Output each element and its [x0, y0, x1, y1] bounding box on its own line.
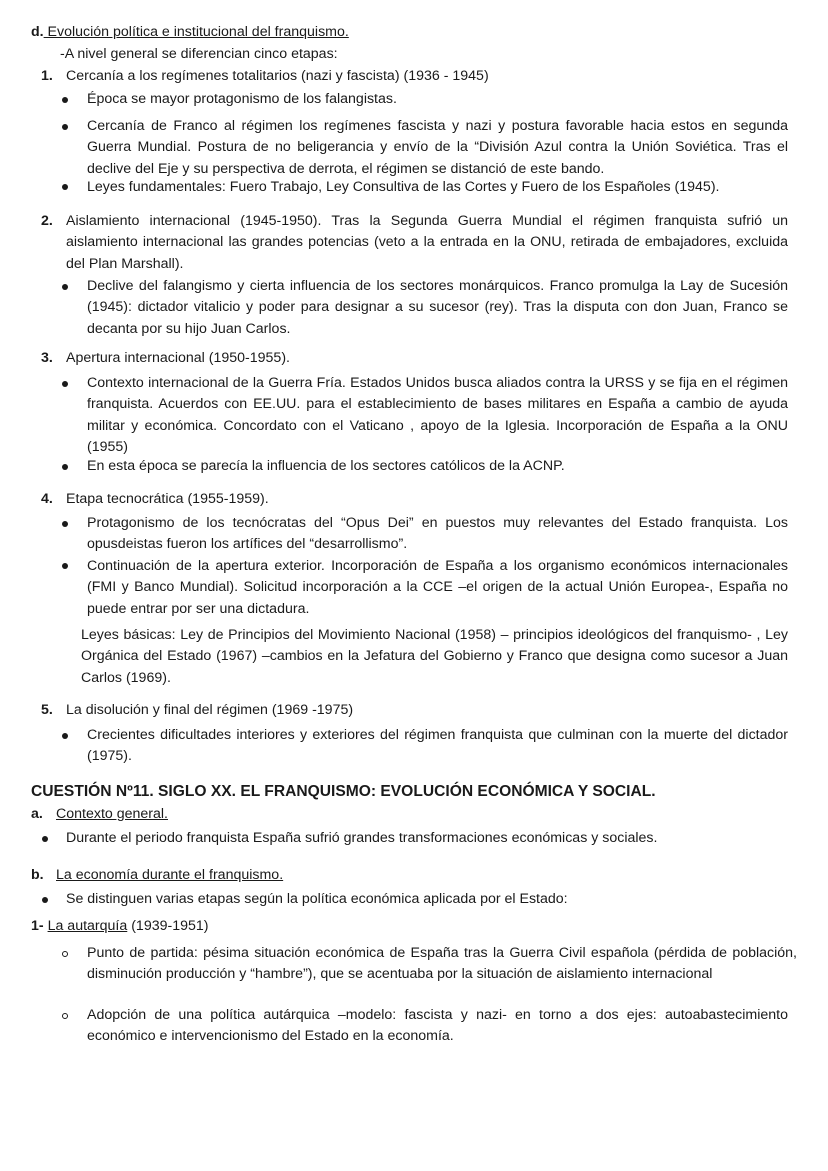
sub1-heading: [31, 916, 209, 937]
section-b-bullet: Se distinguen varias etapas según la política económica aplicada por el Estado:: [66, 891, 568, 907]
cuestion-title: CUESTIÓN Nº11. SIGLO XX. EL FRANQUISMO: EVOLUCIÓN ECONÓMICA Y SOCIAL.: [31, 783, 656, 800]
sub1-title: La autarquía: [47, 918, 128, 934]
sub1-item-1: Punto de partida: pésima situación económica de España tras la Guerra Civil española (pérdida de población, disminución producción y “hambre”), que se acentuaba por la situación de aislamiento internacional: [87, 945, 797, 983]
stage-2-number: 2.: [41, 213, 53, 229]
stage-2-bullet-1: Declive del falangismo y cierta influencia de los sectores monárquicos. Franco promulga la Lay de Sucesión (1945): dictador vitalicio y poder para designar a su sucesor (rey). Tras la disputa con don Juan, Franco se decanta por su hijo Juan Carlos.: [87, 278, 788, 337]
bullet-icon: [62, 184, 68, 190]
bullet-icon: [62, 733, 68, 739]
bullet-icon: [62, 464, 68, 470]
stage-3-number: 3.: [41, 350, 53, 366]
section-a-title: Contexto general.: [56, 806, 168, 822]
stage-5-bullet-1: Crecientes dificultades interiores y exteriores del régimen franquista que culminan con la muerte del dictador (1975).: [87, 727, 788, 765]
bullet-icon: [42, 897, 48, 903]
stage-4-bullet-1: Protagonismo de los tecnócratas del “Opus Dei” en puestos muy relevantes del Estado franquista. Los opusdeistas fueron los artífices del “desarrollismo”.: [87, 515, 788, 553]
stage-1-number: 1.: [41, 68, 53, 84]
bullet-icon: [62, 563, 68, 569]
stage-1-bullet-2: Cercanía de Franco al régimen los regímenes fascista y nazi y postura favorable hacia estos en segunda Guerra Mundial. Postura de no beligerancia y envío de la “División Azul contra la Unión Soviética. Tras el declive del Eje y su perspectiva de derrota, el régimen se distanció de este bando.: [87, 118, 788, 177]
stage-4-bullet-2: Continuación de la apertura exterior. Incorporación de España a los organismo económicos internacionales (FMI y Banco Mundial). Solicitud incorporación a la CCE –el origen de la actual Unión Europea-, España no puede entrar por ser una dictadura.: [87, 558, 788, 617]
stage-3-title: Apertura internacional (1950-1955).: [66, 350, 290, 366]
circle-bullet-icon: [62, 1013, 68, 1019]
stage-5-number: 5.: [41, 702, 53, 718]
stage-4-number: 4.: [41, 491, 53, 507]
stage-4-title: Etapa tecnocrática (1955-1959).: [66, 491, 269, 507]
stage-5-title: La disolución y final del régimen (1969 -1975): [66, 702, 354, 718]
sub1-item-2: Adopción de una política autárquica –modelo: fascista y nazi- en torno a dos ejes: autoabastecimiento económico e intervencionismo del Estado en la economía.: [87, 1007, 788, 1045]
stage-4-extra: Leyes básicas: Ley de Principios del Movimiento Nacional (1958) – principios ideológicos del franquismo- , Ley Orgánica del Estado (1967) –cambios en la Jefatura del Gobierno y Franco que designa como sucesor a Juan Carlos (1969).: [81, 627, 788, 686]
stage-1-bullet-3: Leyes fundamentales: Fuero Trabajo, Ley Consultiva de las Cortes y Fuero de los Españoles (1945).: [87, 179, 720, 195]
circle-bullet-icon: [62, 951, 68, 957]
bullet-icon: [62, 381, 68, 387]
bullet-icon: [62, 521, 68, 527]
stage-1-title: Cercanía a los regímenes totalitarios (nazi y fascista) (1936 - 1945): [66, 68, 489, 84]
bullet-icon: [42, 836, 48, 842]
stage-3-bullet-2: En esta época se parecía la influencia de los sectores católicos de la ACNP.: [87, 458, 565, 474]
section-b-title: La economía durante el franquismo.: [56, 867, 284, 883]
sub1-years: (1939-1951): [127, 918, 209, 934]
section-a-letter: a.: [31, 806, 43, 822]
section-d-letter: d.: [31, 24, 44, 40]
stage-1-bullet-1: Época se mayor protagonismo de los falangistas.: [87, 91, 397, 107]
section-d-title: Evolución política e institucional del franquismo.: [43, 24, 349, 40]
bullet-icon: [62, 124, 68, 130]
stage-3-bullet-1: Contexto internacional de la Guerra Fría. Estados Unidos busca aliados contra la URSS y se fija en el régimen franquista. Acuerdos con EE.UU. para el establecimiento de bases militares en España a cambio de ayuda militar y económica. Concordato con el Vaticano , apoyo de la Iglesia. Incorporación de España a la ONU (1955): [87, 375, 788, 455]
section-a-bullet: Durante el periodo franquista España sufrió grandes transformaciones económicas y sociales.: [66, 830, 658, 846]
section-d-intro: -A nivel general se diferencian cinco etapas:: [60, 46, 338, 62]
bullet-icon: [62, 97, 68, 103]
stage-2-title: Aislamiento internacional (1945-1950). Tras la Segunda Guerra Mundial el régimen franquista sufrió un aislamiento internacional las grandes potencias (veto a la entrada en la ONU, retirada de embajadores, excluida del Plan Marshall).: [66, 213, 788, 272]
section-b-letter: b.: [31, 867, 44, 883]
sub1-number: 1-: [31, 918, 44, 934]
bullet-icon: [62, 284, 68, 290]
section-d-heading: [31, 22, 349, 43]
